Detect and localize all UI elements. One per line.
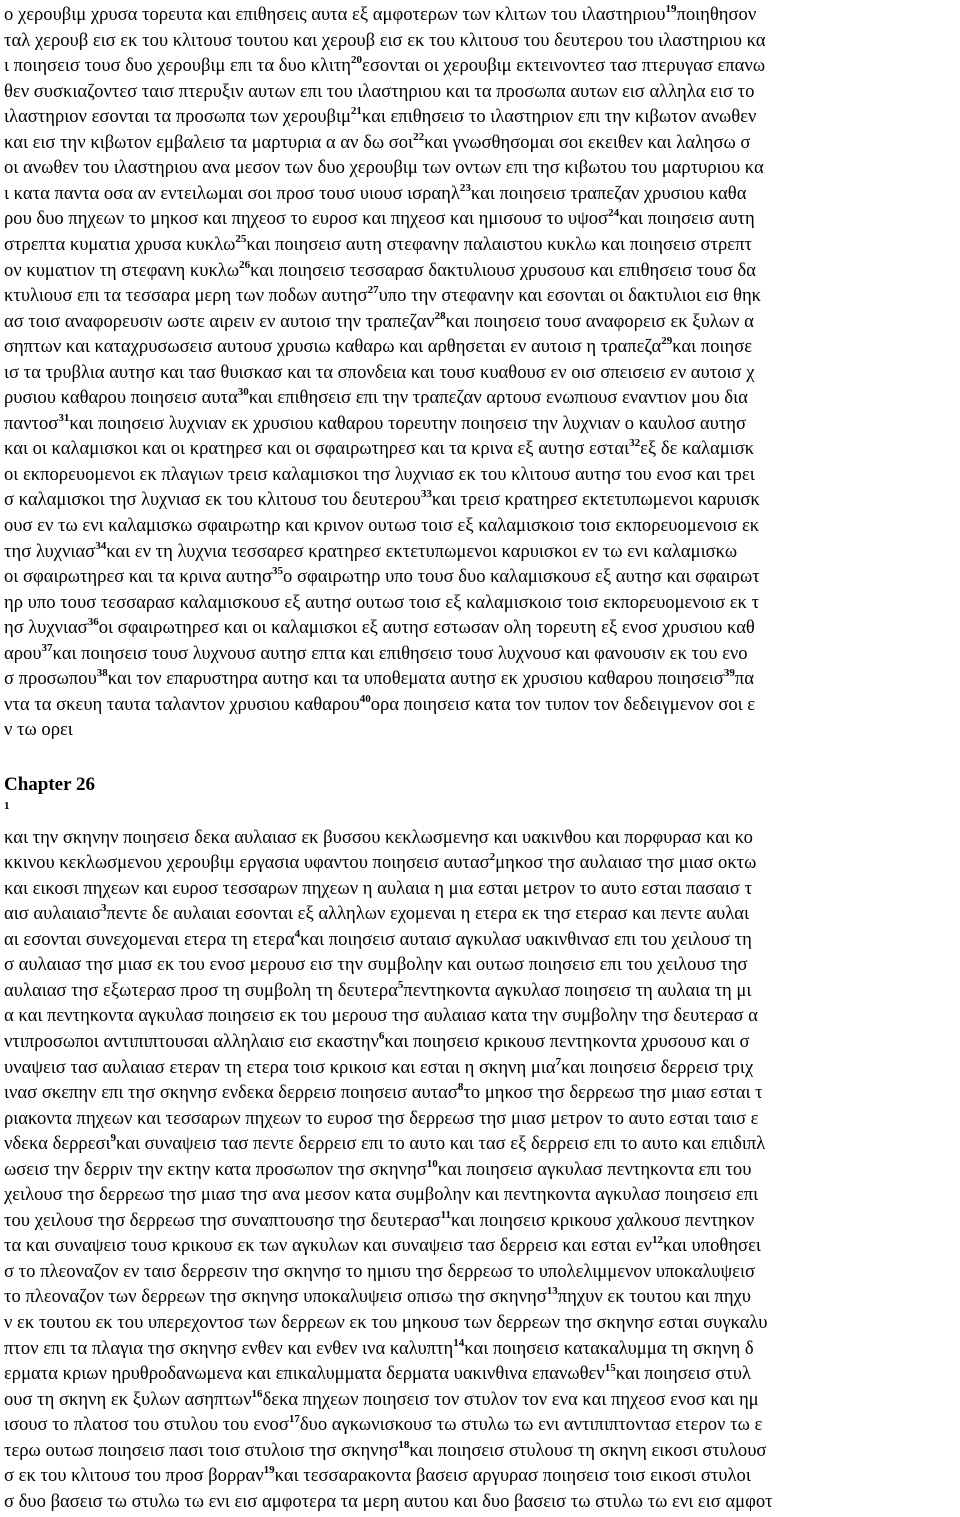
verse-text: και ποιησεισ λυχνιαν εκ χρυσιου καθαρου τορευτην ποιησεισ την λυχνιαν ο καυλοσ αυτησ xyxy=(69,412,747,434)
verse-text: χειλουσ τησ δερρεωσ τησ μιασ τησ ανα μεσον κατα συμβολην και πεντηκοντα αγκυλασ ποιησεισ επι xyxy=(4,1184,759,1206)
verse-text: εξ δε καλαμισκ xyxy=(640,438,755,460)
verse-text: και τον επαρυστηρα αυτησ και τα υποθεματα αυτησ εκ χρυσιου καθαρου ποιησεισ xyxy=(107,668,724,690)
verse-text: και ποιησεισ κρικουσ πεντηκοντα χρυσουσ και σ xyxy=(384,1030,750,1052)
verse-text: αι εσονται συνεχομεναι ετερα τη ετερα xyxy=(4,928,295,950)
verse-number: 32 xyxy=(629,437,641,450)
verse-text: και ποιησεισ στυλουσ τη σκηνη εικοσι στυλουσ xyxy=(409,1439,767,1461)
verse-number: 21 xyxy=(350,105,362,118)
verse-text: το μηκοσ τησ δερρεωσ τησ μιασ εσται τ xyxy=(463,1082,763,1104)
verse-text: ερματα κριων ηρυθροδανωμενα και επικαλυμματα δερματα υακινθινα επανωθεν xyxy=(4,1363,605,1385)
verse-number: 39 xyxy=(723,667,735,680)
verse-text: θεν συσκιαζοντεσ ταισ πτερυξιν αυτων επι του ιλαστηριου και τα προσωπα αυτων εισ αλληλα εισ το xyxy=(4,80,755,102)
verse-text: και ποιησεισ κατακαλυμμα τη σκηνη δ xyxy=(464,1337,754,1359)
verse-text: τησ λυχνιασ xyxy=(4,540,96,562)
verse-number: 14 xyxy=(453,1336,465,1349)
verse-number: 18 xyxy=(398,1438,410,1451)
verse-text: και εν τη λυχνια τεσσαρεσ κρατηρεσ εκτετυπωμενοι καρυισκοι εν τω ενι καλαμισκω xyxy=(106,540,738,562)
verse-text: πεντε δε αυλαιαι εσονται εξ αλληλων εχομεναι η ετερα εκ τησ ετερασ και πεντε αυλαι xyxy=(106,903,750,925)
verse-text: αισ αυλαιαισ xyxy=(4,903,101,925)
verse-number: 38 xyxy=(96,667,108,680)
verse-text: ο χερουβιμ χρυσα τορευτα και επιθησεις αυτα εξ αμφοτερων των κλιτων του ιλαστηριου xyxy=(4,4,666,25)
verse-text: ηρ υπο τουσ τεσσαρασ καλαμισκουσ εξ αυτησ ουτωσ τοισ εξ καλαμισκοισ τοισ εκπορευομενοισ εκ τ xyxy=(4,591,760,613)
verse-text: ησ λυχνιασ xyxy=(4,617,88,639)
verse-number: 9 xyxy=(110,1132,117,1145)
verse-number: 31 xyxy=(58,411,70,424)
verse-text: και ποιησε xyxy=(672,336,753,358)
verse-text: ι ποιησεισ τουσ δυο χερουβιμ επι τα δυο κλιτη xyxy=(4,55,352,77)
verse-number: 11 xyxy=(440,1208,451,1221)
verse-text: οι ανωθεν του ιλαστηριου ανα μεσον των δυο χερουβιμ των οντων επι τησ κιβωτου του μαρτυριου κα xyxy=(4,157,764,179)
verse-text: και ποιησεισ αγκυλασ πεντηκοντα επι του xyxy=(437,1158,752,1180)
verse-text: τερω ουτωσ ποιησεισ πασι τοισ στυλοισ τησ σκηνησ xyxy=(4,1439,399,1461)
text-line xyxy=(4,1487,956,1517)
verse-text: πεντηκοντα αγκυλασ ποιησεισ τη αυλαια τη μι xyxy=(403,979,752,1001)
verse-text: τα και συναψεισ τουσ κρικουσ εκ των αγκυλων και συναψεισ τασ δερρεισ και εσται εν xyxy=(4,1235,652,1257)
verse-text: ισουσ το πλατοσ του στυλου του ενοσ xyxy=(4,1414,289,1436)
verse-text: ριακοντα πηχεων και τεσσαρων πηχεων το ευροσ τησ δερρεωσ τησ μιασ μετρον το αυτο εσται ταισ ε xyxy=(4,1107,759,1129)
verse-number: 34 xyxy=(95,539,107,552)
verse-text: ορα ποιησεισ κατα τον τυπον τον δεδειγμενον σοι ε xyxy=(370,693,756,715)
verse-text: και επιθησεισ το ιλαστηριον επι την κιβωτον ανωθεν xyxy=(361,106,757,128)
verse-text: μηκοσ τησ αυλαιασ τησ μιασ οκτω xyxy=(495,852,757,874)
verse-text: οι εκπορευομενοι εκ πλαγιων τρεισ καλαμισκοι τησ λυχνιασ εκ του κλιτουσ αυτησ του ενοσ και τρει xyxy=(4,463,755,485)
verse-number: 36 xyxy=(87,616,99,629)
verse-text: και ποιησεισ στυλ xyxy=(615,1363,751,1385)
verse-text: και ποιησεισ κρικουσ χαλκουσ πεντηκον xyxy=(451,1209,755,1231)
verse-number: 4 xyxy=(294,927,301,940)
verse-text: α και πεντηκοντα αγκυλασ ποιησεισ εκ του μερουσ τησ αυλαιασ κατα την συμβολην τησ δευτερασ α xyxy=(4,1005,758,1027)
verse-text: και ποιησεισ αυταισ αγκυλασ υακινθινασ επι του χειλουσ τη xyxy=(300,928,752,950)
verse-text: και ποιησεισ τραπεζαν χρυσιου καθα xyxy=(470,182,747,204)
verse-number: 20 xyxy=(351,54,363,67)
verse-text: και τρεισ κρατηρεσ εκτετυπωμενοι καρυισκ xyxy=(431,489,760,511)
verse-number: 16 xyxy=(251,1387,263,1400)
verse-text: σ εκ του κλιτουσ του προσ βορραν xyxy=(4,1465,264,1487)
verse-number: 6 xyxy=(378,1029,385,1042)
verse-number: 40 xyxy=(359,692,371,705)
verse-text: και συναψεισ τασ πεντε δερρεισ επι το αυτο και τασ εξ δερρεισ επι το αυτο και επιδιπλ xyxy=(116,1133,766,1155)
verse-text: οι σφαιρωτηρεσ και οι καλαμισκοι εξ αυτησ εστωσαν ολη τορευτη εξ ενοσ χρυσιου καθ xyxy=(98,617,755,639)
verse-text: και οι καλαμισκοι και οι κρατηρεσ και οι σφαιρωτηρεσ και τα κρινα εξ αυτησ εσται xyxy=(4,438,630,460)
verse-number: 29 xyxy=(661,335,673,348)
verse-number: 5 xyxy=(397,978,404,991)
verse-number: 23 xyxy=(459,181,471,194)
verse-text: ν εκ τουτου εκ του υπερεχοντοσ των δερρεων εκ του μηκουσ των δερρεων τησ σκηνησ εσται συγκαλυ xyxy=(4,1312,768,1333)
verse-text: ρου δυο πηχεων το μηκοσ και πηχεοσ το ευροσ και πηχεοσ και ημισουσ το υψοσ xyxy=(4,208,609,230)
verse-number: 19 xyxy=(665,3,677,15)
verse-text: και υποθησει xyxy=(662,1235,761,1257)
verse-number: 28 xyxy=(434,309,446,322)
verse-text: ουσ τη σκηνη εκ ξυλων ασηπτων xyxy=(4,1388,252,1410)
verse-text: σ το πλεοναζον εν ταισ δερρεσιν τησ σκηνησ το ημισυ τησ δερρεωσ το υπολελιμμενον υποκαλυψεισ xyxy=(4,1260,755,1282)
verse-number: 2 xyxy=(489,851,496,864)
verse-text: και ποιησεισ δερρεισ τριχ xyxy=(561,1056,754,1078)
verse-text: ρυσιου καθαρου ποιησεισ αυτα xyxy=(4,387,238,409)
verse-text: και εισ την κιβωτον εμβαλεισ τα μαρτυρια α αν δω σοι xyxy=(4,131,414,153)
verse-text: εσονται οι χερουβιμ εκτεινοντεσ τασ πτερυγασ επανω xyxy=(362,55,766,77)
verse-number: 19 xyxy=(263,1464,275,1477)
verse-text: ν τω ορει xyxy=(4,719,73,741)
verse-text: σ δυο βασεισ τω στυλω τω ενι εισ αμφοτερα τα μερη αυτου και δυο βασεισ τω στυλω τω ενι εισ αμφοτ xyxy=(4,1490,773,1512)
verse-text: και ποιησεισ τεσσαρασ δακτυλιουσ χρυσουσ και επιθησεισ τουσ δα xyxy=(250,259,756,281)
verse-number: 1 xyxy=(4,800,10,812)
verse-text: στρεπτα κυματια χρυσα κυκλω xyxy=(4,233,236,255)
verse-text: και ποιησεισ τουσ λυχνουσ αυτησ επτα και επιθησεισ τουσ λυχνουσ και φανουσιν εκ του ενο xyxy=(52,642,748,664)
verse-number: 25 xyxy=(235,232,247,245)
verse-text: υναψεισ τασ αυλαιασ ετεραν τη ετερα τοισ κρικοισ και εσται η σκηνη μια xyxy=(4,1056,556,1078)
verse-number: 24 xyxy=(608,207,620,220)
verse-text: ον κυματιον τη στεφανη κυκλω xyxy=(4,259,240,281)
verse-text: ινασ σκεπην επι τησ σκηνησ ενδεκα δερρεισ ποιησεισ αυτασ xyxy=(4,1082,458,1104)
verse-text: κτυλιουσ επι τα τεσσαρα μερη των ποδων αυτησ xyxy=(4,285,368,307)
verse-text: πτον επι τα πλαγια τησ σκηνησ ενθεν και ενθεν ινα καλυπτη xyxy=(4,1337,454,1359)
verse-number: 27 xyxy=(367,284,379,297)
verse-text: ντιπροσωποι αντιπιπτουσαι αλληλαισ εισ εκαστην xyxy=(4,1030,379,1052)
verse-text: δεκα πηχεων ποιησεισ τον στυλον τον ενα και πηχεοσ ενοσ και ημ xyxy=(262,1388,759,1410)
verse-text: κκινου κεκλωσμενου χερουβιμ εργασια υφαντου ποιησεισ αυτασ xyxy=(4,852,490,874)
verse-text: πηχυν εκ τουτου και πηχυ xyxy=(557,1286,752,1308)
verse-number: 35 xyxy=(272,565,283,578)
verse-text: ιλαστηριον εσονται τα προσωπα των χερουβιμ xyxy=(4,106,351,128)
verse-text: το πλεοναζον των δερρεων τησ σκηνησ υποκαλυψεισ οπισω τησ σκηνησ xyxy=(4,1286,547,1308)
verse-text: και ποιησεισ τουσ αναφορεισ εκ ξυλων α xyxy=(445,310,754,332)
verse-text: οι σφαιρωτηρεσ και τα κρινα αυτησ xyxy=(4,566,272,588)
verse-text: ωσεισ την δερριν την εκτην κατα προσωπον τησ σκηνησ xyxy=(4,1158,427,1180)
verse-text: και ποιησεισ αυτη στεφανην παλαιστου κυκλω και ποιησεισ στρεπτ xyxy=(246,233,752,255)
verse-text: και ποιησεισ αυτη xyxy=(619,208,755,230)
verse-number: 17 xyxy=(288,1413,300,1426)
verse-number: 8 xyxy=(457,1081,464,1094)
verse-text: υπο την στεφανην και εσονται οι δακτυλιοι εισ θηκ xyxy=(378,285,762,307)
verse-text: δυο αγκωνισκουσ τω στυλω τω ενι αντιπιπτοντασ ετερον τω ε xyxy=(299,1414,763,1436)
verse-text: νδεκα δερρεσι xyxy=(4,1133,111,1155)
chapter-heading: Chapter 26 xyxy=(4,774,95,795)
verse-number: 15 xyxy=(604,1362,616,1375)
verse-number: 33 xyxy=(420,488,432,501)
verse-text: του χειλουσ τησ δερρεωσ τησ συναπτουσησ τησ δευτερασ xyxy=(4,1209,441,1231)
text-line xyxy=(4,715,956,745)
verse-text: και επιθησεισ επι την τραπεζαν αρτουσ ενωπιουσ εναντιον μου δια xyxy=(248,387,748,409)
verse-text: ασ τοισ αναφορευσιν ωστε αιρειν εν αυτοισ την τραπεζαν xyxy=(4,310,435,332)
verse-text: σ προσωπου xyxy=(4,668,97,690)
verse-number: 30 xyxy=(237,386,249,399)
verse-text: και τεσσαρακοντα βασεισ αργυρασ ποιησεισ τοισ εικοσι στυλοι xyxy=(274,1465,751,1487)
verse-text: αυλαιασ τησ εξωτερασ προσ τη συμβολη τη δευτερα xyxy=(4,979,398,1001)
verse-text: ουσ εν τω ενι καλαμισκω σφαιρωτηρ και κρινον ουτωσ τοισ εξ καλαμισκοισ τοισ εκπορευομενοισ εκ xyxy=(4,515,760,536)
verse-text: ισ τα τρυβλια αυτησ και τασ θυισκασ και τα σπονδεια και τουσ κυαθουσ εν οισ σπεισεισ εν αυτοισ χ xyxy=(4,361,755,383)
verse-number: 7 xyxy=(555,1055,562,1068)
verse-text: και εικοσι πηχεων και ευροσ τεσσαρων πηχεων η αυλαια η μια εσται μετρον το αυτο εσται πασαισ τ xyxy=(4,877,753,899)
verse-number: 12 xyxy=(651,1234,663,1247)
verse-number: 22 xyxy=(413,130,425,143)
verse-text: πα xyxy=(734,668,754,690)
verse-number: 10 xyxy=(426,1157,438,1170)
verse-text: σ αυλαιασ τησ μιασ εκ του ενοσ μερουσ εισ την συμβολην και ουτωσ ποιησεισ επι του χειλουσ τησ xyxy=(4,954,748,976)
verse-number: 26 xyxy=(239,258,251,271)
verse-text: σηπτων και καταχρυσωσεισ αυτουσ χρυσιω καθαρω και αρθησεται εν αυτοισ η τραπεζα xyxy=(4,336,662,358)
verse-number: 3 xyxy=(100,902,107,915)
verse-text: ταλ χερουβ εισ εκ του κλιτουσ τουτου και χερουβ εισ εκ του κλιτουσ του δευτερου του ιλαστηριου κα xyxy=(4,29,766,51)
verse-text: αρου xyxy=(4,642,42,664)
verse-text: ντα τα σκευη ταυτα ταλαντον χρυσιου καθαρου xyxy=(4,693,360,715)
verse-text: και γνωσθησομαι σοι εκειθεν και λαλησω σ xyxy=(424,131,751,153)
verse-number: 37 xyxy=(41,641,53,654)
verse-text: ο σφαιρωτηρ υπο τουσ δυο καλαμισκουσ εξ αυτησ και σφαιρωτ xyxy=(283,566,760,588)
verse-text: ποιηθησον xyxy=(676,4,757,25)
verse-number: 13 xyxy=(546,1285,558,1298)
verse-text: ι κατα παντα οσα αν εντειλωμαι σοι προσ τουσ υιουσ ισραηλ xyxy=(4,182,460,204)
verse-text: και την σκηνην ποιησεισ δεκα αυλαιασ εκ βυσσου κεκλωσμενησ και υακινθου και πορφυρασ και κο xyxy=(4,826,753,848)
verse-text: σ καλαμισκοι τησ λυχνιασ εκ του κλιτουσ του δευτερου xyxy=(4,489,421,511)
verse-text: παντοσ xyxy=(4,412,59,434)
